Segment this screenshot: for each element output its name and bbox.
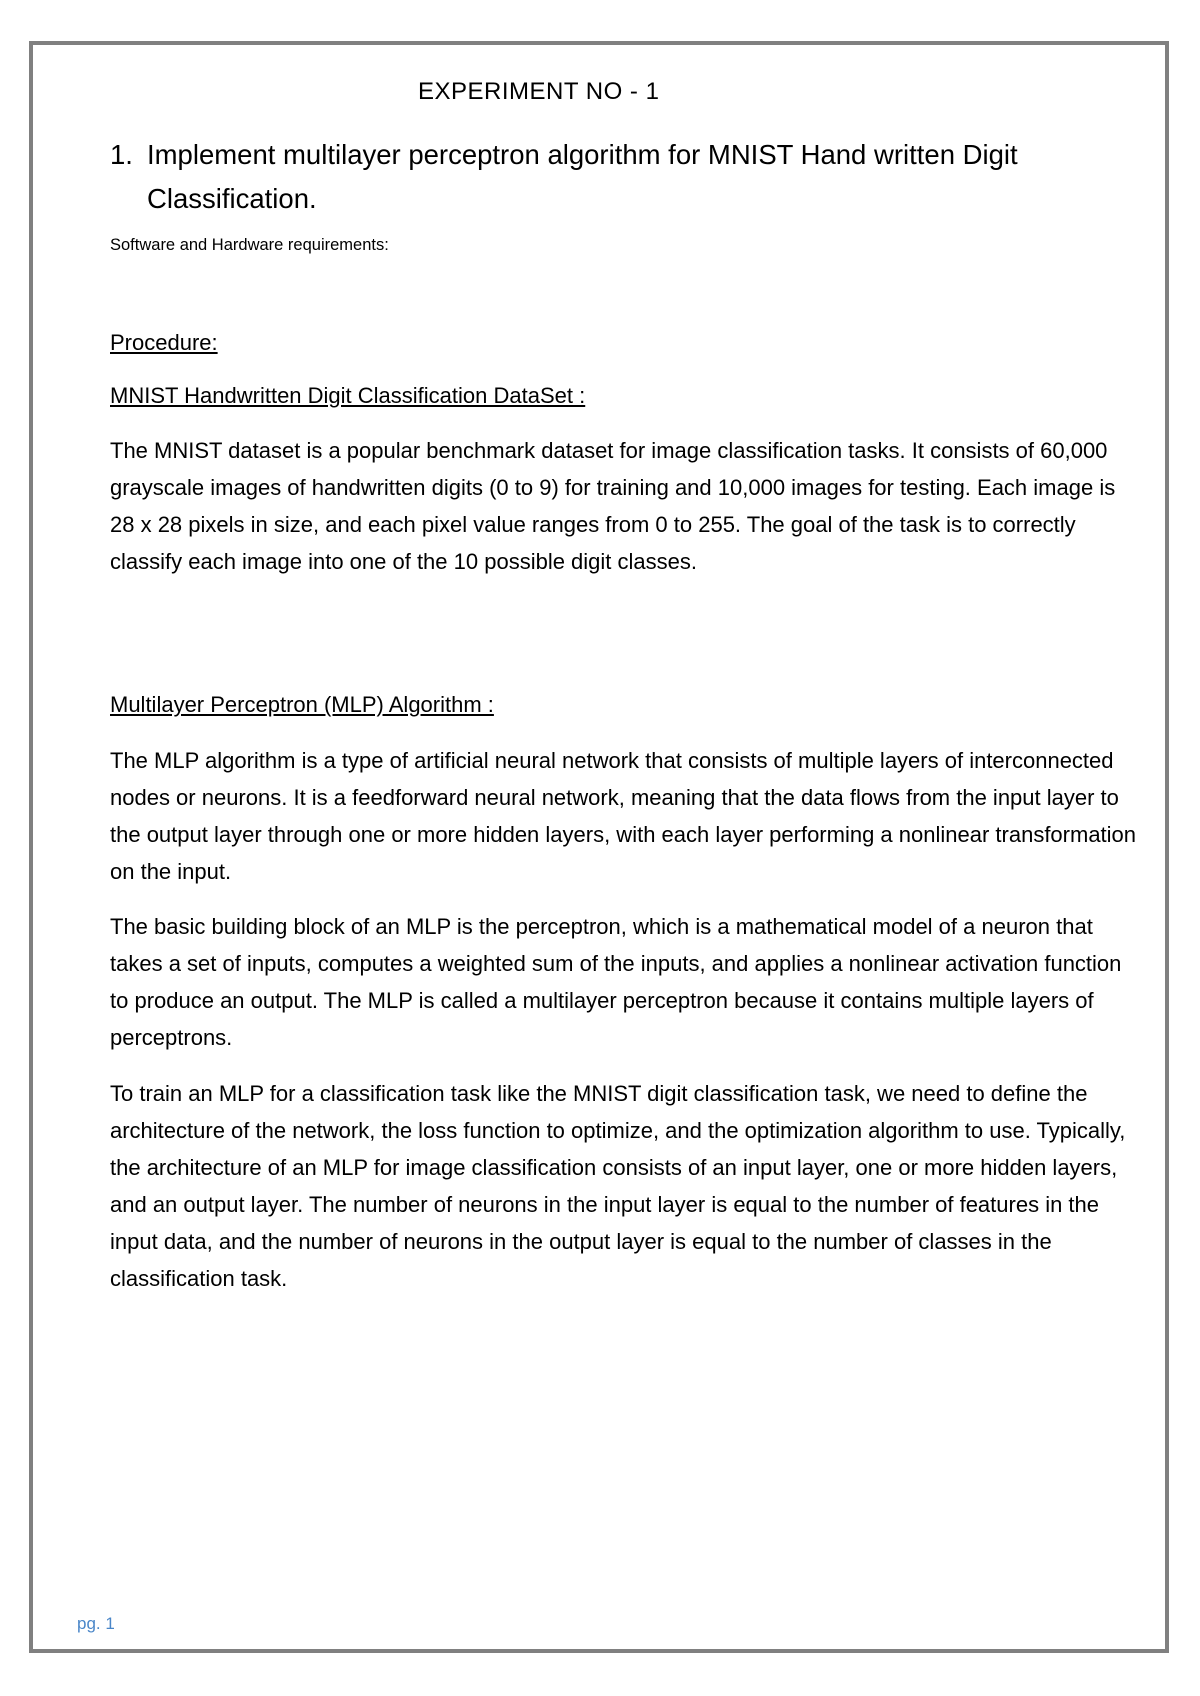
mlp-heading: Multilayer Perceptron (MLP) Algorithm : <box>110 692 494 717</box>
task-text: Implement multilayer perceptron algorithm for MNIST Hand written Digit Classification. <box>147 139 1018 214</box>
mlp-paragraph: The basic building block of an MLP is the perceptron, which is a mathematical model of a neuron that takes a set of inputs, computes a weighted sum of the inputs, and applies a nonlinear activation function to produce an output. The MLP is called a multilayer perceptron because it contains multiple layers of perceptrons. <box>110 914 1122 1050</box>
dataset-paragraph: The MNIST dataset is a popular benchmark dataset for image classification tasks. It consists of 60,000 grayscale images of handwritten digits (0 to 9) for training and 10,000 images for testing. Each image is 28 x 28 pixels in size, and each pixel value ranges from 0 to 255. The goal of the task is to correctly classify each image into one of the 10 possible digit classes. <box>110 438 1116 574</box>
task-statement <box>110 133 1120 221</box>
requirements-label: Software and Hardware requirements: <box>110 236 389 254</box>
dataset-heading: MNIST Handwritten Digit Classification DataSet : <box>110 383 586 408</box>
experiment-title: EXPERIMENT NO - 1 <box>418 78 660 105</box>
mlp-paragraph: The MLP algorithm is a type of artificial neural network that consists of multiple layers of interconnected nodes or neurons. It is a feedforward neural network, meaning that the data flows from the input layer to the output layer through one or more hidden layers, with each layer performing a nonlinear transformation on the input. <box>110 748 1137 884</box>
mlp-paragraph: To train an MLP for a classification task like the MNIST digit classification task, we need to define the architecture of the network, the loss function to optimize, and the optimization algorithm to use. Typically, the architecture of an MLP for image classification consists of an input layer, one or more hidden layers, and an output layer. The number of neurons in the input layer is equal to the number of features in the input data, and the number of neurons in the output layer is equal to the number of classes in the classification task. <box>110 1081 1126 1291</box>
task-number: 1. <box>110 139 133 170</box>
page-number: pg. 1 <box>77 1614 115 1633</box>
procedure-heading: Procedure: <box>110 330 218 355</box>
